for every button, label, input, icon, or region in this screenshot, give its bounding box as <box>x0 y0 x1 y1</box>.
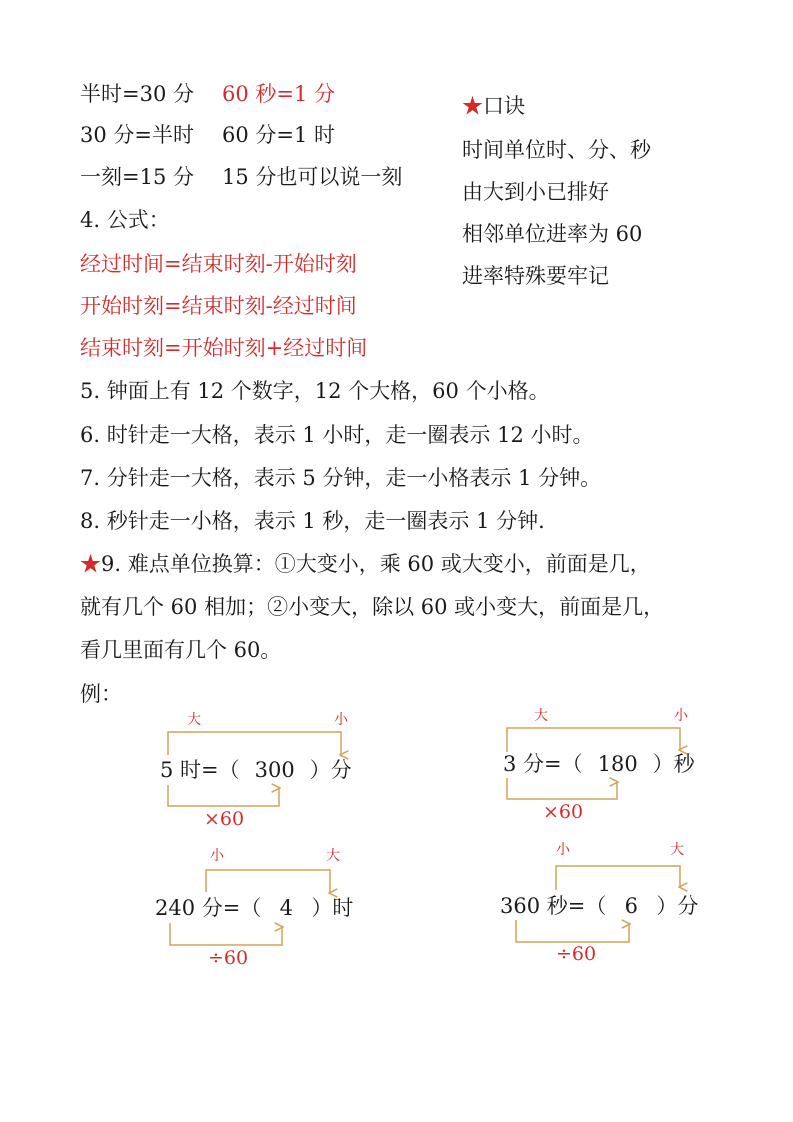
mnemonic-line: 时间单位时、分、秒 <box>462 138 651 162</box>
point-9-text: 9. 难点单位换算：①大变小，乘 60 或大变小，前面是几， <box>101 552 651 576</box>
equation-right: ）秒 <box>652 752 695 776</box>
equation-left: 240 分=（ <box>155 896 262 920</box>
formula-line: 经过时间=结束时刻-开始时刻 <box>80 252 357 276</box>
conversion-half-hour: 半时=30 分 <box>80 82 194 106</box>
equation-answer: 6 <box>624 894 639 918</box>
operation-label: ÷60 <box>556 943 597 965</box>
example-equation <box>503 750 695 778</box>
label-small: 小 <box>556 842 570 858</box>
operation-label: ×60 <box>543 801 584 823</box>
equation-answer: 180 <box>597 752 638 776</box>
equation-answer: 300 <box>254 758 295 782</box>
example-equation <box>500 892 698 920</box>
star-icon: ★ <box>80 552 101 576</box>
top-arrow-ex2 <box>507 728 680 752</box>
mnemonic-line: 相邻单位进率为 60 <box>462 222 643 246</box>
conversion-60-seconds: 60 秒=1 分 <box>222 82 336 106</box>
top-arrow-ex4 <box>556 866 680 890</box>
label-big: 大 <box>326 848 340 864</box>
equation-right: ）分 <box>309 758 352 782</box>
conversion-60-minutes: 60 分=1 时 <box>222 123 336 147</box>
equation-answer: 4 <box>279 896 294 920</box>
example-label: 例： <box>80 682 122 706</box>
equation-left: 3 分=（ <box>503 752 583 776</box>
conversion-quarter: 一刻=15 分 <box>80 165 194 189</box>
point-7: 7. 分针走一大格，表示 5 分钟，走一小格表示 1 分钟。 <box>80 466 602 490</box>
formula-line: 结束时刻=开始时刻+经过时间 <box>80 336 368 360</box>
point-9-line2: 就有几个 60 相加；②小变大，除以 60 或小变大，前面是几， <box>80 595 665 619</box>
formula-line: 开始时刻=结束时刻-经过时间 <box>80 294 357 318</box>
point-8: 8. 秒针走一小格，表示 1 秒，走一圈表示 1 分钟. <box>80 509 545 533</box>
mnemonic-line: 由大到小已排好 <box>462 180 609 204</box>
label-big: 大 <box>534 708 548 724</box>
example-equation <box>155 894 353 922</box>
equation-left: 5 时=（ <box>160 758 240 782</box>
bottom-arrow-ex2 <box>507 778 617 799</box>
operation-label: ×60 <box>204 808 245 830</box>
label-big: 大 <box>187 712 201 728</box>
equation-left: 360 秒=（ <box>500 894 607 918</box>
top-arrow-ex3 <box>206 870 330 893</box>
point-6: 6. 时针走一大格，表示 1 小时，走一圈表示 12 小时。 <box>80 423 594 447</box>
label-small: 小 <box>674 708 688 724</box>
top-arrow-ex1 <box>168 732 341 755</box>
example-equation <box>160 756 352 784</box>
star-icon: ★ <box>462 94 483 118</box>
mnemonic-line: 进率特殊要牢记 <box>462 264 609 288</box>
equation-right: ）分 <box>656 894 699 918</box>
label-small: 小 <box>210 848 224 864</box>
point-5: 5. 钟面上有 12 个数字，12 个大格，60 个小格。 <box>80 379 550 403</box>
operation-label: ÷60 <box>208 947 249 969</box>
mnemonic-title-text: 口诀 <box>483 94 525 118</box>
equation-right: ）时 <box>311 896 354 920</box>
label-small: 小 <box>334 712 348 728</box>
bottom-arrow-ex3 <box>170 923 282 945</box>
label-big: 大 <box>670 842 684 858</box>
point-9-line3: 看几里面有几个 60。 <box>80 638 282 662</box>
formula-heading: 4. 公式： <box>80 208 170 232</box>
bottom-arrow-ex4 <box>516 920 629 942</box>
conversion-30-minutes: 30 分=半时 <box>80 123 194 147</box>
bottom-arrow-ex1 <box>168 785 279 806</box>
conversion-15-minutes: 15 分也可以说一刻 <box>222 165 403 189</box>
